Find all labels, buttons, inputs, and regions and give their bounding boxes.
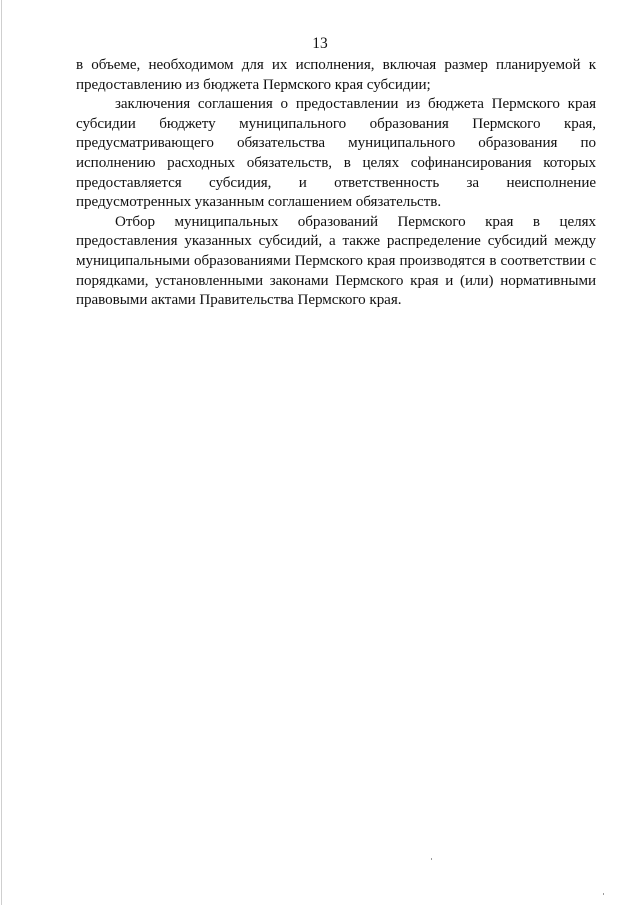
scan-edge-line <box>1 0 2 905</box>
scan-speck <box>603 893 604 895</box>
page-number: 13 <box>312 35 328 52</box>
document-body <box>76 56 596 311</box>
paragraph-continuation: в объеме, необходимом для их исполнения, включая размер планируемой к предоставлению из бюджета Пермского края субсидии; <box>76 57 596 93</box>
scan-speck <box>431 858 432 860</box>
paragraph-agreement: заключения соглашения о предоставлении из бюджета Пермского края субсидии бюджету муниципального образования Пермского края, предусматривающего обязательства муниципального образования по исполнению расходных обязательств, в целях софинансирования которых предоставляется субсидия, и ответственность за неисполнение предусмотренных указанным соглашением обязательств. <box>76 96 596 211</box>
paragraph-selection: Отбор муниципальных образований Пермского края в целях предоставления указанных субсидий, а также распределение субсидий между муниципальными образованиями Пермского края производятся в соответствии с порядками, установленными законами Пермского края и (или) нормативными правовыми актами Правительства Пермского края. <box>76 213 596 309</box>
